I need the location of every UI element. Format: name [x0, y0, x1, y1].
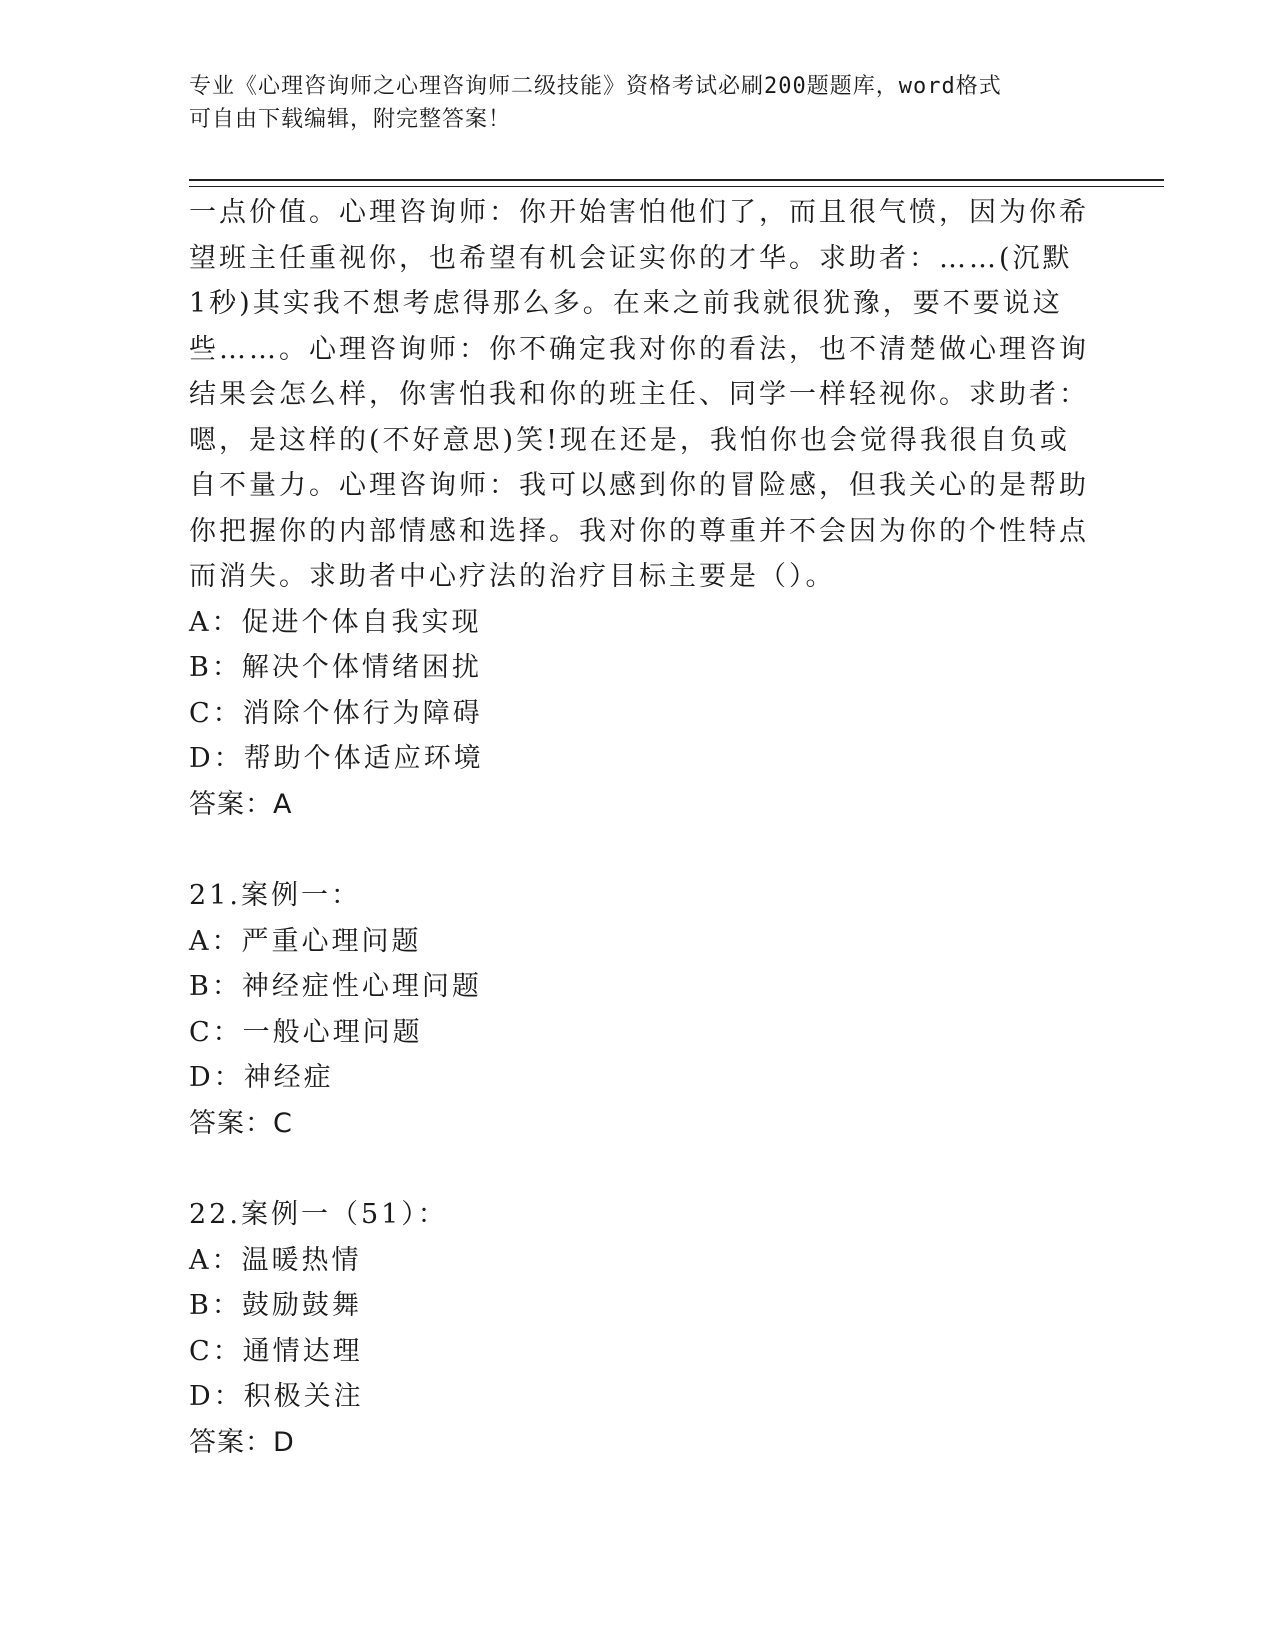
- question-stem: 21.案例一：: [189, 880, 361, 911]
- question-stem: 22.案例一（51）：: [189, 1199, 448, 1230]
- header-title-line-2: 可自由下载编辑，附完整答案！: [189, 107, 512, 132]
- question-continued: [189, 190, 1089, 827]
- answer-line: 答案：D: [189, 1426, 295, 1458]
- document-header: [189, 70, 1069, 136]
- question-22: [189, 1192, 1089, 1465]
- answer-line: 答案：A: [189, 788, 293, 820]
- header-divider: [189, 179, 1164, 187]
- option-b: B：解决个体情绪困扰: [189, 652, 482, 683]
- option-b: B：神经症性心理问题: [189, 971, 482, 1002]
- option-b: B：鼓励鼓舞: [189, 1290, 362, 1321]
- option-a: A：温暖热情: [189, 1244, 362, 1276]
- answer-line: 答案：C: [189, 1107, 293, 1139]
- option-a: A：促进个体自我实现: [189, 606, 482, 638]
- question-passage: 一点价值。心理咨询师：你开始害怕他们了，而且很气愤，因为你希望班主任重视你，也希望有机会证实你的才华。求助者：……(沉默1秒)其实我不想考虑得那么多。在来之前我就很犹豫，要不要说这些……。心理咨询师：你不确定我对你的看法，也不清楚做心理咨询结果会怎么样，你害怕我和你的班主任、同学一样轻视你。求助者：嗯，是这样的(不好意思)笑!现在还是，我怕你也会觉得我很自负或自不量力。心理咨询师：我可以感到你的冒险感，但我关心的是帮助你把握你的内部情感和选择。我对你的尊重并不会因为你的个性特点而消失。求助者中心疗法的治疗目标主要是（）。: [189, 197, 1089, 592]
- option-c: C：一般心理问题: [189, 1016, 423, 1048]
- header-title-line-1: 专业《心理咨询师之心理咨询师二级技能》资格考试必刷200题题库，word格式: [189, 74, 1002, 99]
- document-body: [189, 190, 1089, 1465]
- option-d: D：神经症: [189, 1062, 334, 1093]
- option-d: D：积极关注: [189, 1381, 364, 1412]
- option-c: C：消除个体行为障碍: [189, 697, 483, 729]
- question-21: [189, 873, 1089, 1146]
- option-c: C：通情达理: [189, 1335, 363, 1367]
- option-a: A：严重心理问题: [189, 925, 422, 957]
- option-d: D：帮助个体适应环境: [189, 743, 484, 774]
